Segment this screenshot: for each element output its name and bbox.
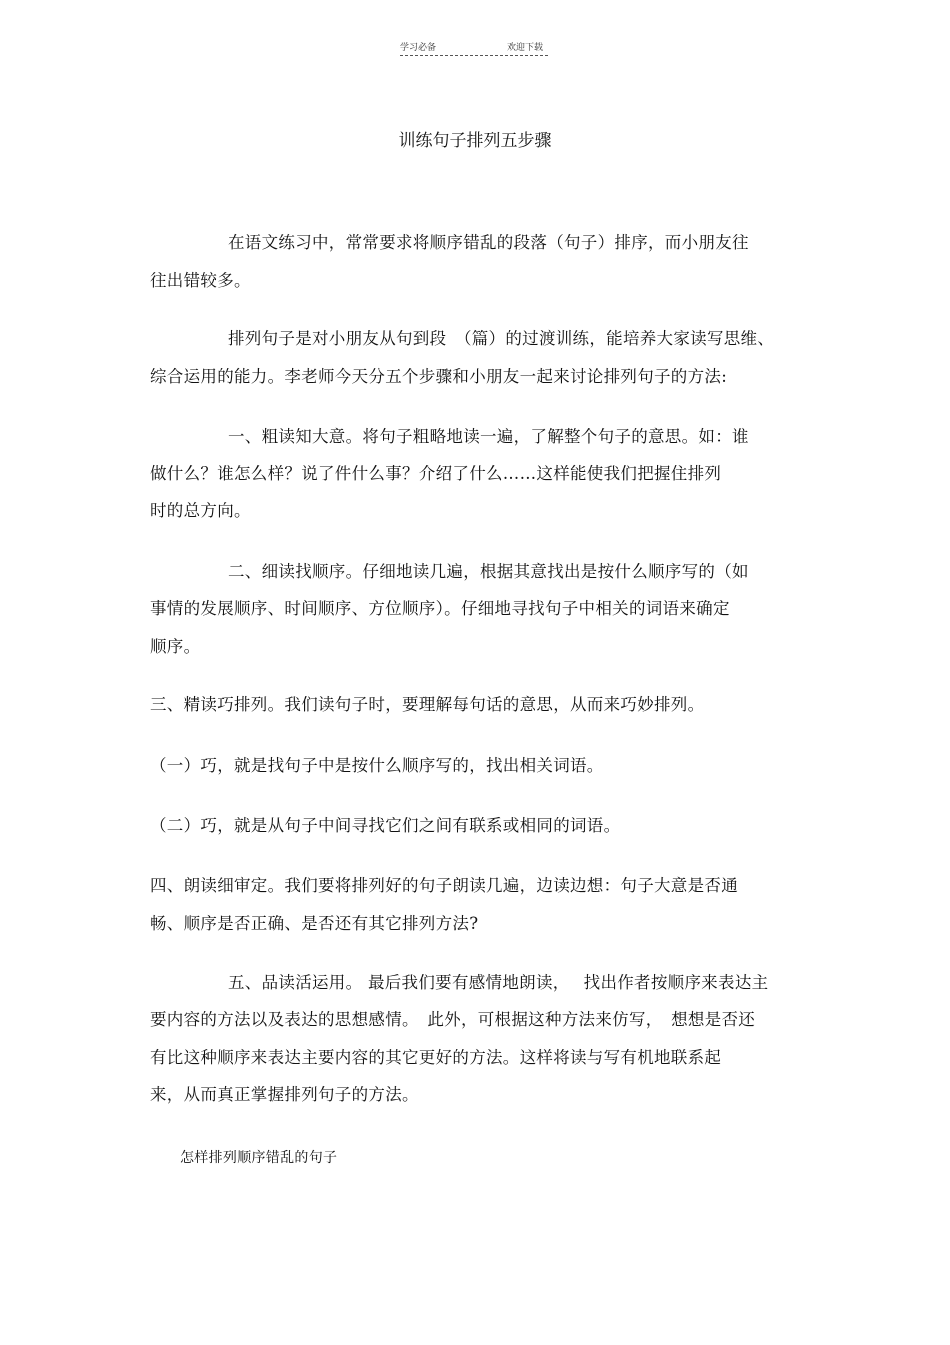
document-title: 训练句子排列五步骤	[398, 131, 552, 151]
paragraph-line: 往出错较多。	[150, 271, 251, 290]
paragraph-line: 有比这种顺序来表达主要内容的其它更好的方法。这样将读与写有机地联系起	[150, 1048, 722, 1067]
paragraph-line: 二、细读找顺序。仔细地读几遍，根据其意找出是按什么顺序写的（如	[228, 562, 749, 581]
paragraph-line: 一、粗读知大意。将句子粗略地读一遍，了解整个句子的意思。如：谁	[228, 427, 749, 446]
paragraph-line: 综合运用的能力。李老师今天分五个步骤和小朋友一起来讨论排列句子的方法:	[150, 367, 728, 386]
header-divider	[400, 55, 548, 56]
paragraph-line: 三、精读巧排列。我们读句子时，要理解每句话的意思，从而来巧妙排列。	[150, 695, 705, 714]
paragraph-line: （一）巧，就是找句子中是按什么顺序写的，找出相关词语。	[150, 756, 604, 775]
paragraph-line: 畅、顺序是否正确、是否还有其它排列方法?	[150, 914, 479, 933]
paragraph-line: 四、朗读细审定。我们要将排列好的句子朗读几遍，边读边想：句子大意是否通	[150, 876, 738, 895]
paragraph-line: 时的总方向。	[150, 501, 251, 520]
subheading: 怎样排列顺序错乱的句子	[180, 1150, 338, 1166]
paragraph-line: 做什么？谁怎么样？说了件什么事？介绍了什么……这样能使我们把握住排列	[150, 464, 722, 483]
paragraph-line: 五、品读活运用。 最后我们要有感情地朗读， 找出作者按顺序来表达主	[228, 973, 769, 992]
paragraph-line: 要内容的方法以及表达的思想感情。 此外，可根据这种方法来仿写， 想想是否还	[150, 1010, 756, 1029]
paragraph-line: 顺序。	[150, 637, 201, 656]
header-right-text: 欢迎下载	[507, 43, 544, 53]
header-left-text: 学习必备	[400, 43, 437, 53]
paragraph-line: 事情的发展顺序、时间顺序、方位顺序）。仔细地寻找句子中相关的词语来确定	[150, 599, 730, 618]
paragraph-line: 排列句子是对小朋友从句到段 （篇）的过渡训练，能培养大家读写思维、	[228, 329, 775, 348]
paragraph-line: （二）巧，就是从句子中间寻找它们之间有联系或相同的词语。	[150, 816, 621, 835]
paragraph-line: 在语文练习中，常常要求将顺序错乱的段落（句子）排序，而小朋友往	[228, 233, 749, 252]
paragraph-line: 来，从而真正掌握排列句子的方法。	[150, 1085, 419, 1104]
